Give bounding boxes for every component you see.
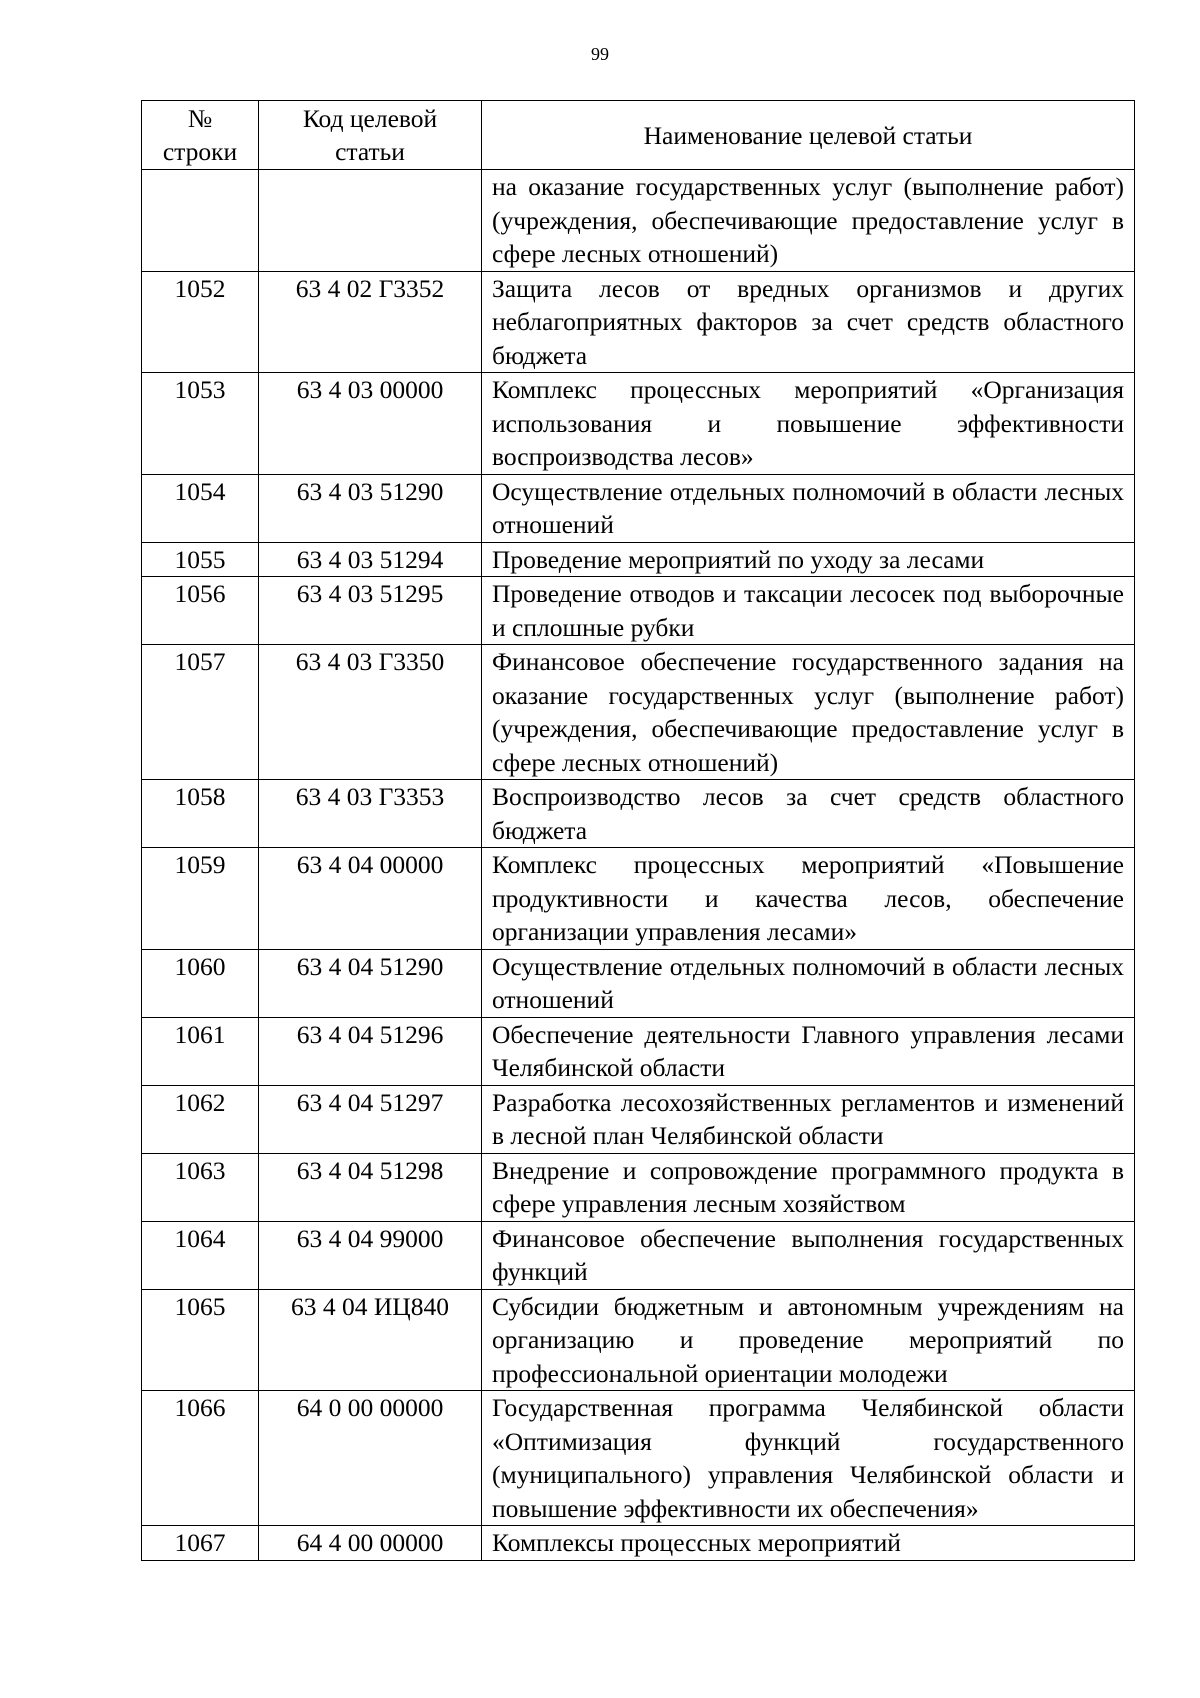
article-code-cell: 63 4 04 ИЦ840 [259, 1289, 482, 1391]
table-row [142, 542, 1135, 577]
table-row [142, 780, 1135, 848]
table-row [142, 1526, 1135, 1561]
table-row [142, 848, 1135, 950]
article-code-cell: 63 4 03 51295 [259, 577, 482, 645]
article-code-cell: 63 4 03 51294 [259, 542, 482, 577]
row-number-cell: 1056 [142, 577, 259, 645]
table-row [142, 474, 1135, 542]
article-code-cell [259, 170, 482, 272]
row-number-cell: 1067 [142, 1526, 259, 1561]
row-number-cell: 1062 [142, 1085, 259, 1153]
article-name-cell: Государственная программа Челябинской области «Оптимизация функций государственного (муниципального) управления Челябинской области и повышение эффективности их обеспечения» [482, 1391, 1135, 1526]
row-number-cell: 1064 [142, 1221, 259, 1289]
article-code-cell: 63 4 03 00000 [259, 373, 482, 475]
row-number-cell: 1057 [142, 645, 259, 780]
article-name-cell: Финансовое обеспечение выполнения государственных функций [482, 1221, 1135, 1289]
row-number-cell: 1059 [142, 848, 259, 950]
header-row-number [142, 101, 259, 170]
table-row [142, 1017, 1135, 1085]
article-code-cell: 64 4 00 00000 [259, 1526, 482, 1561]
header-article-name: Наименование целевой статьи [482, 101, 1135, 170]
article-name-cell: Разработка лесохозяйственных регламентов и изменений в лесной план Челябинской области [482, 1085, 1135, 1153]
article-name-cell: Субсидии бюджетным и автономным учреждениям на организацию и проведение мероприятий по профессиональной ориентации молодежи [482, 1289, 1135, 1391]
table-row [142, 1221, 1135, 1289]
article-code-cell: 63 4 04 51290 [259, 949, 482, 1017]
article-code-cell: 63 4 03 51290 [259, 474, 482, 542]
row-number-cell: 1061 [142, 1017, 259, 1085]
row-number-cell: 1054 [142, 474, 259, 542]
row-number-cell: 1058 [142, 780, 259, 848]
row-number-cell: 1055 [142, 542, 259, 577]
article-name-cell: Проведение отводов и таксации лесосек под выборочные и сплошные рубки [482, 577, 1135, 645]
article-code-cell: 63 4 04 00000 [259, 848, 482, 950]
header-article-code-line1: Код целевой [302, 104, 438, 133]
table-row [142, 1289, 1135, 1391]
article-code-cell: 63 4 03 Г3353 [259, 780, 482, 848]
row-number-cell: 1053 [142, 373, 259, 475]
article-name-cell: Комплексы процессных мероприятий [482, 1526, 1135, 1561]
table-body [142, 170, 1135, 1561]
row-number-cell: 1060 [142, 949, 259, 1017]
article-code-cell: 63 4 04 51298 [259, 1153, 482, 1221]
header-article-code [259, 101, 482, 170]
row-number-cell: 1065 [142, 1289, 259, 1391]
table-row [142, 271, 1135, 373]
article-name-cell: Комплекс процессных мероприятий «Организация использования и повышение эффективности воспроизводства лесов» [482, 373, 1135, 475]
article-code-cell: 63 4 03 Г3350 [259, 645, 482, 780]
row-number-cell: 1063 [142, 1153, 259, 1221]
page-number: 99 [591, 44, 609, 64]
table-row [142, 373, 1135, 475]
row-number-cell: 1052 [142, 271, 259, 373]
table-row [142, 577, 1135, 645]
article-name-cell: Защита лесов от вредных организмов и других неблагоприятных факторов за счет средств областного бюджета [482, 271, 1135, 373]
article-code-cell: 63 4 04 51297 [259, 1085, 482, 1153]
article-name-cell: на оказание государственных услуг (выполнение работ) (учреждения, обеспечивающие предоставление услуг в сфере лесных отношений) [482, 170, 1135, 272]
table-row [142, 949, 1135, 1017]
row-number-cell: 1066 [142, 1391, 259, 1526]
article-name-cell: Внедрение и сопровождение программного продукта в сфере управления лесным хозяйством [482, 1153, 1135, 1221]
article-code-cell: 63 4 02 Г3352 [259, 271, 482, 373]
table-row [142, 1085, 1135, 1153]
article-code-cell: 63 4 04 51296 [259, 1017, 482, 1085]
article-name-cell: Проведение мероприятий по уходу за лесами [482, 542, 1135, 577]
header-article-code-line2: статьи [335, 137, 405, 166]
article-name-cell: Осуществление отдельных полномочий в области лесных отношений [482, 949, 1135, 1017]
article-code-cell: 63 4 04 99000 [259, 1221, 482, 1289]
table-row [142, 1153, 1135, 1221]
target-articles-table [141, 100, 1135, 1561]
article-name-cell: Комплекс процессных мероприятий «Повышение продуктивности и качества лесов, обеспечение организации управления лесами» [482, 848, 1135, 950]
table-header [142, 101, 1135, 170]
article-name-cell: Финансовое обеспечение государственного задания на оказание государственных услуг (выполнение работ) (учреждения, обеспечивающие предоставление услуг в сфере лесных отношений) [482, 645, 1135, 780]
row-number-cell [142, 170, 259, 272]
article-name-cell: Воспроизводство лесов за счет средств областного бюджета [482, 780, 1135, 848]
table-row [142, 645, 1135, 780]
article-name-cell: Обеспечение деятельности Главного управления лесами Челябинской области [482, 1017, 1135, 1085]
header-row-number-line1: № [187, 104, 213, 133]
header-row [142, 101, 1135, 170]
table-row [142, 1391, 1135, 1526]
article-name-cell: Осуществление отдельных полномочий в области лесных отношений [482, 474, 1135, 542]
article-code-cell: 64 0 00 00000 [259, 1391, 482, 1526]
header-row-number-line2: строки [162, 137, 238, 166]
table-row [142, 170, 1135, 272]
